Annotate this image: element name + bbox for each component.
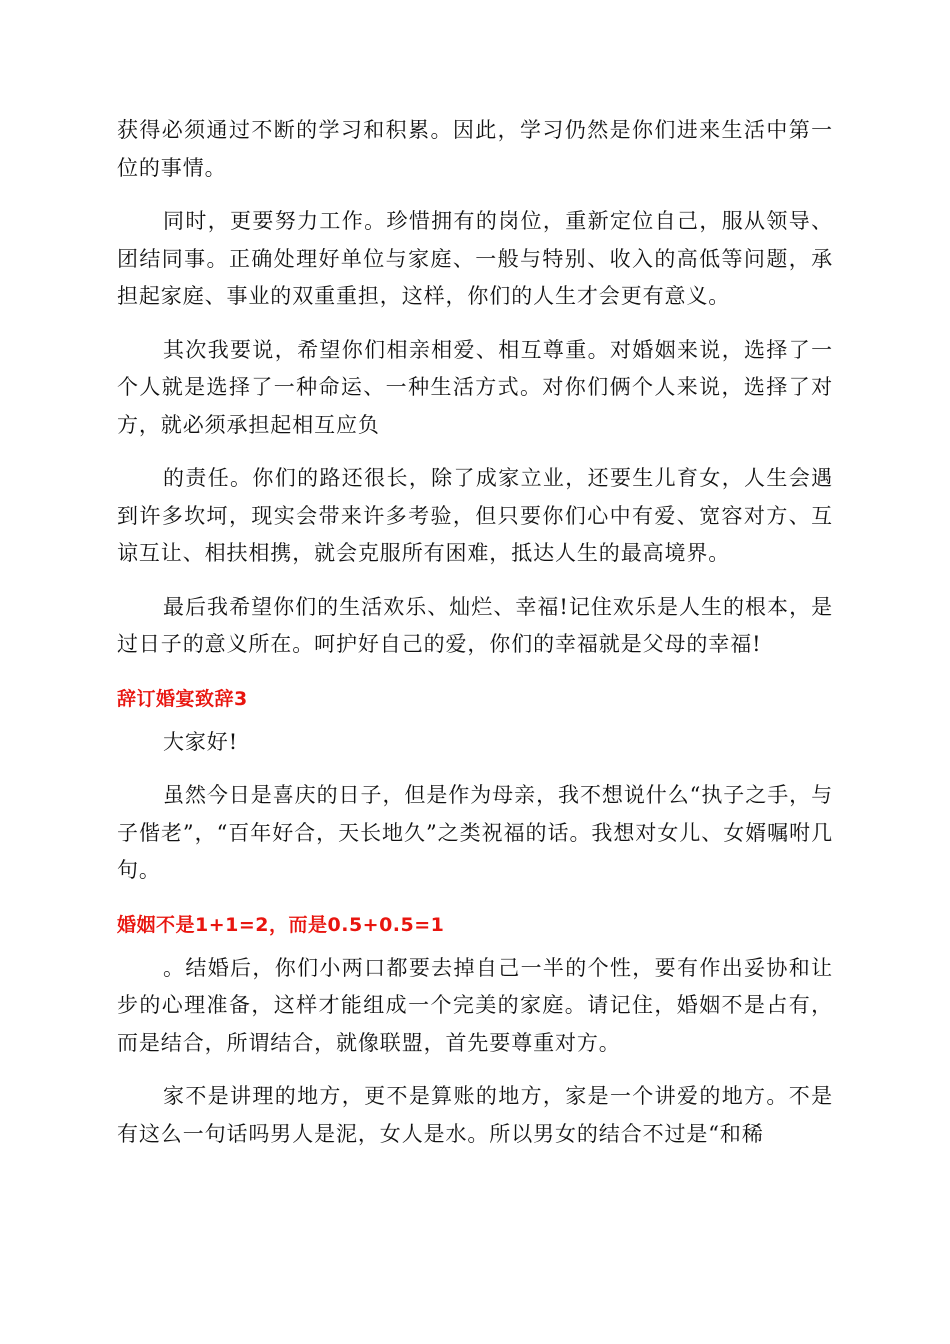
document-body [117, 112, 833, 1153]
section-heading: 辞订婚宴致辞3 [117, 687, 248, 710]
body-paragraph: 同时，更要努力工作。珍惜拥有的岗位，重新定位自己，服从领导、团结同事。正确处理好单位与家庭、一般与特别、收入的高低等问题，承担起家庭、事业的双重重担，这样，你们的人生才会更有意义。 [117, 209, 833, 308]
section-heading: 婚姻不是1+1=2，而是0.5+0.5=1 [117, 913, 445, 936]
body-paragraph: 大家好! [163, 729, 239, 754]
body-paragraph: 其次我要说，希望你们相亲相爱、相互尊重。对婚姻来说，选择了一个人就是选择了一种命运、一种生活方式。对你们俩个人来说，选择了对方，就必须承担起相互应负 [117, 337, 833, 437]
body-paragraph: 最后我希望你们的生活欢乐、灿烂、幸福!记住欢乐是人生的根本，是过日子的意义所在。呵护好自己的爱，你们的幸福就是父母的幸福! [117, 594, 833, 656]
body-paragraph: 家不是讲理的地方，更不是算账的地方，家是一个讲爱的地方。不是有这么一句话吗男人是泥，女人是水。所以男女的结合不过是“和稀 [117, 1084, 833, 1146]
body-paragraph: 虽然今日是喜庆的日子，但是作为母亲，我不想说什么“执子之手，与子偕老”，“百年好合，天长地久”之类祝福的话。我想对女儿、女婿嘱咐几句。 [117, 783, 833, 882]
body-paragraph: 获得必须通过不断的学习和积累。因此，学习仍然是你们进来生活中第一位的事情。 [117, 118, 833, 180]
body-paragraph: 的责任。你们的路还很长，除了成家立业，还要生儿育女，人生会遇到许多坎坷，现实会带来许多考验，但只要你们心中有爱、宽容对方、互谅互让、相扶相携，就会克服所有困难，抵达人生的最高境界。 [117, 466, 833, 565]
body-paragraph: 。结婚后，你们小两口都要去掉自己一半的个性，要有作出妥协和让步的心理准备，这样才能组成一个完美的家庭。请记住，婚姻不是占有，而是结合，所谓结合，就像联盟，首先要尊重对方。 [117, 955, 833, 1055]
